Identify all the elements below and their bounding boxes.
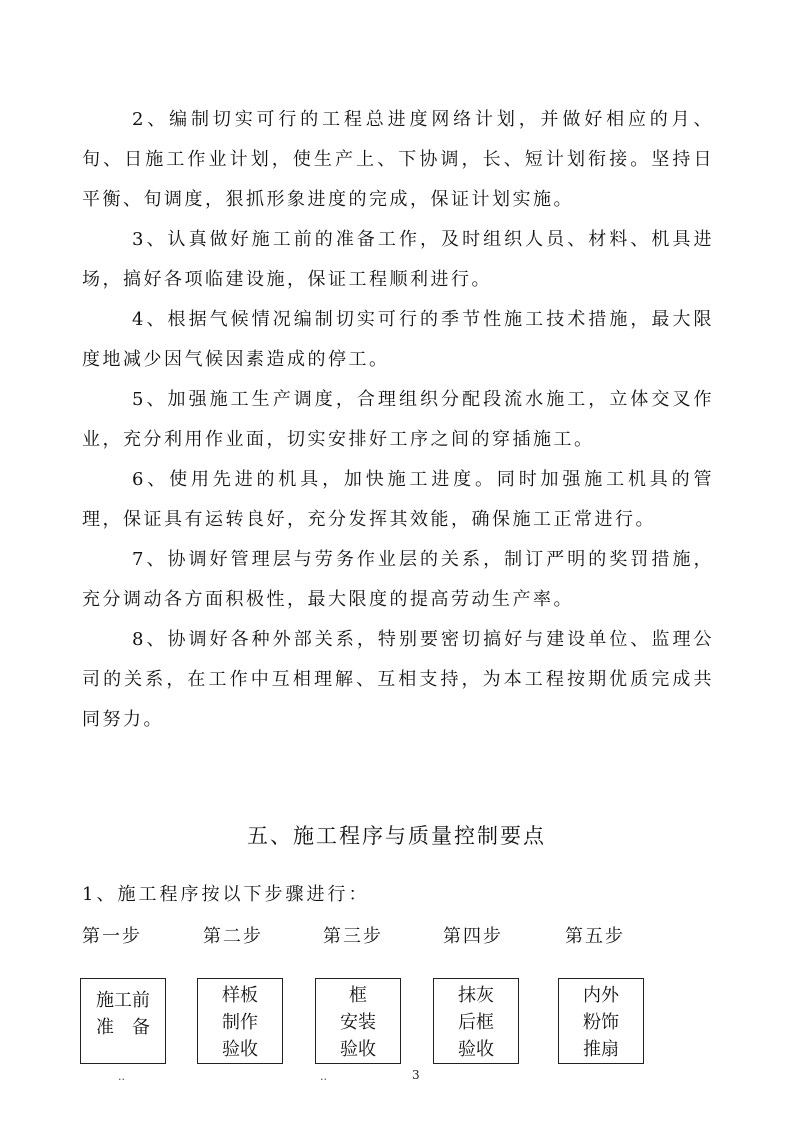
- step-box-3-line-1: 框: [349, 985, 367, 1006]
- paragraph-7: 7、协调好管理层与劳务作业层的关系，制订严明的奖罚措施，充分调动各方面积极性，最大限度的提高劳动生产率。: [82, 549, 714, 610]
- footer-mark-center: ..: [320, 1070, 327, 1083]
- step-box-4-line-3: 验收: [458, 1039, 494, 1060]
- step-box-2-line-2: 制作: [222, 1012, 258, 1033]
- step-label-1: 第一步: [82, 926, 142, 947]
- step-box-2: [197, 978, 283, 1064]
- procedure-intro: 1、施工程序按以下步骤进行：: [82, 884, 370, 905]
- step-box-2-line-1: 样板: [222, 985, 258, 1006]
- step-box-4-line-2: 后框: [458, 1012, 494, 1033]
- step-box-1-line-1: 施工前: [96, 990, 150, 1011]
- paragraph-3: 3、认真做好施工前的准备工作，及时组织人员、材料、机具进场，搞好各项临建设施，保证工程顺利进行。: [82, 229, 714, 290]
- paragraph-5: 5、加强施工生产调度，合理组织分配段流水施工，立体交叉作业，充分利用作业面，切实安排好工序之间的穿插施工。: [82, 389, 714, 450]
- step-box-1: [80, 978, 166, 1064]
- page-number: 3: [412, 1068, 420, 1082]
- paragraph-8: 8、协调好各种外部关系，特别要密切搞好与建设单位、监理公司的关系，在工作中互相理解、互相支持，为本工程按期优质完成共同努力。: [82, 629, 714, 730]
- step-box-3: [315, 978, 401, 1064]
- paragraph-6: 6、使用先进的机具，加快施工进度。同时加强施工机具的管理，保证具有运转良好，充分发挥其效能，确保施工正常进行。: [82, 469, 714, 530]
- step-box-5: [558, 978, 644, 1064]
- step-label-5: 第五步: [565, 926, 625, 947]
- paragraph-2: 2、编制切实可行的工程总进度网络计划，并做好相应的月、旬、日施工作业计划，使生产上、下协调，长、短计划衔接。坚持日平衡、旬调度，狠抓形象进度的完成，保证计划实施。: [82, 109, 714, 210]
- step-box-3-line-3: 验收: [340, 1039, 376, 1060]
- step-box-5-line-3: 推扇: [583, 1039, 619, 1060]
- footer-mark-left: ..: [118, 1070, 125, 1083]
- section-heading: 五、施工程序与质量控制要点: [247, 824, 546, 848]
- step-box-2-line-3: 验收: [222, 1039, 258, 1060]
- step-label-2: 第二步: [203, 926, 263, 947]
- step-box-4-line-1: 抹灰: [458, 985, 494, 1006]
- step-box-1-line-2: 准 备: [96, 1017, 150, 1038]
- step-box-3-line-2: 安装: [340, 1012, 376, 1033]
- step-box-4: [433, 978, 519, 1064]
- step-label-4: 第四步: [443, 926, 503, 947]
- step-box-5-line-1: 内外: [583, 985, 619, 1006]
- paragraph-4: 4、根据气候情况编制切实可行的季节性施工技术措施，最大限度地减少因气候因素造成的停工。: [82, 309, 714, 370]
- step-box-5-line-2: 粉饰: [583, 1012, 619, 1033]
- step-label-3: 第三步: [323, 926, 383, 947]
